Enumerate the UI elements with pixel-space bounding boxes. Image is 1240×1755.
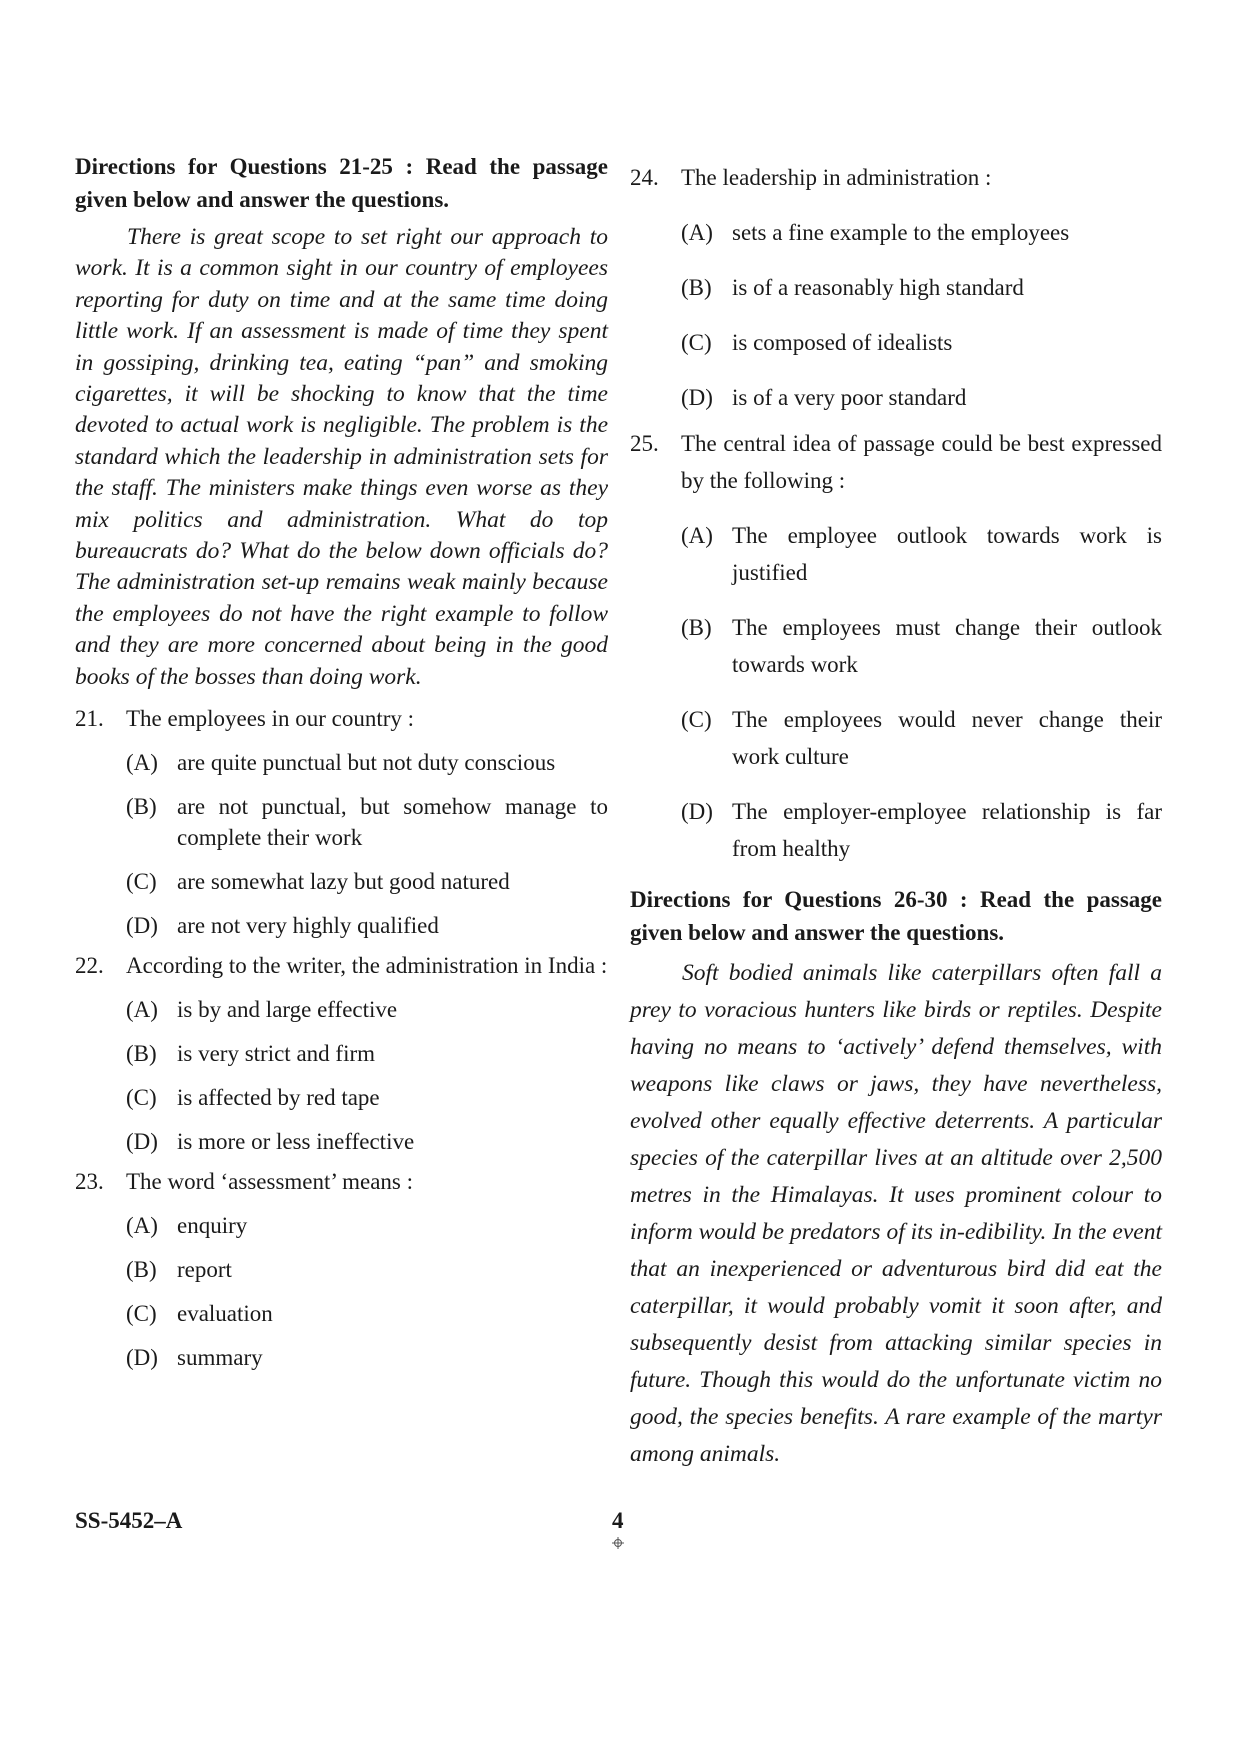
option-text: is composed of idealists xyxy=(732,330,953,355)
option-text: is of a very poor standard xyxy=(732,385,967,410)
option-label: (C) xyxy=(126,1301,157,1327)
answer-option xyxy=(681,701,1162,775)
answer-option xyxy=(681,324,1162,361)
option-label: (B) xyxy=(681,275,712,300)
option-text: is very strict and firm xyxy=(177,1041,376,1067)
answer-option xyxy=(126,910,608,941)
option-text: is of a reasonably high standard xyxy=(732,275,1024,300)
option-label: (B) xyxy=(126,1041,157,1067)
option-text: are quite punctual but not duty conscious xyxy=(177,750,556,776)
option-text: is by and large effective xyxy=(177,997,398,1023)
page-number: 4 xyxy=(612,1508,624,1533)
question-number: 24. xyxy=(630,165,659,190)
option-label: (B) xyxy=(126,794,157,820)
answer-option xyxy=(126,1038,608,1069)
answer-option xyxy=(126,1254,608,1285)
directions-26-30: Directions for Questions 26-30 : Read the passage given below and answer the questions. xyxy=(630,887,1162,945)
answer-option xyxy=(681,269,1162,306)
answer-option xyxy=(126,1298,608,1329)
answer-option xyxy=(681,379,1162,416)
question-23 xyxy=(75,1166,608,1373)
question-24 xyxy=(630,159,1162,416)
option-label: (A) xyxy=(126,997,158,1023)
registration-mark-icon xyxy=(612,1537,624,1549)
answer-option xyxy=(681,517,1162,591)
question-list-left xyxy=(75,703,608,1373)
option-text: are not punctual, but somehow manage to complete their work xyxy=(177,794,608,851)
option-text: are somewhat lazy but good natured xyxy=(177,869,510,895)
option-label: (A) xyxy=(681,523,713,548)
question-text: The central idea of passage could be best expressed by the following : xyxy=(681,431,1162,493)
option-label: (C) xyxy=(681,707,712,732)
question-25 xyxy=(630,425,1162,867)
question-number: 21. xyxy=(75,706,104,732)
answer-option xyxy=(681,793,1162,867)
option-label: (A) xyxy=(681,220,713,245)
right-column xyxy=(630,150,1162,1483)
option-label: (B) xyxy=(126,1257,157,1283)
question-number: 22. xyxy=(75,953,104,979)
directions-21-25: Directions for Questions 21-25 : Read the passage given below and answer the questions. xyxy=(75,154,608,212)
option-text: sets a fine example to the employees xyxy=(732,220,1070,245)
paper-code: SS-5452–A xyxy=(75,1508,183,1533)
option-label: (C) xyxy=(126,869,157,895)
option-label: (D) xyxy=(681,385,713,410)
question-21 xyxy=(75,703,608,941)
question-body xyxy=(681,425,1162,867)
option-text: evaluation xyxy=(177,1301,273,1327)
option-text: The employees must change their outlook towards work xyxy=(732,615,1162,677)
option-label: (D) xyxy=(126,913,158,939)
option-text: summary xyxy=(177,1345,263,1371)
answer-option xyxy=(126,1342,608,1373)
left-column xyxy=(75,150,608,1373)
question-22 xyxy=(75,950,608,1157)
answer-option xyxy=(126,1082,608,1113)
option-text: The employee outlook towards work is justified xyxy=(732,523,1162,585)
option-label: (B) xyxy=(681,615,712,640)
question-text: The employees in our country : xyxy=(126,706,415,732)
option-text: are not very highly qualified xyxy=(177,913,439,939)
option-label: (D) xyxy=(126,1345,158,1371)
option-text: The employer-employee relationship is far from healthy xyxy=(732,799,1162,861)
option-text: enquiry xyxy=(177,1213,248,1239)
question-list-right xyxy=(630,159,1162,867)
question-body xyxy=(126,1166,608,1373)
question-text: The word ‘assessment’ means : xyxy=(126,1169,413,1195)
option-label: (A) xyxy=(126,750,158,776)
answer-option xyxy=(126,747,608,778)
answer-option xyxy=(681,609,1162,683)
question-number: 23. xyxy=(75,1169,104,1195)
option-label: (A) xyxy=(126,1213,158,1239)
passage-21-25: There is great scope to set right our approach to work. It is a common sight in our country of employees reporting for duty on time and at the same time doing little work. If an assessment is made of time they spent in gossiping, drinking tea, eating “pan” and smoking cigarettes, it will be shocking to know that the time devoted to actual work is negligible. The problem is the standard which the leadership in administration sets for the staff. The ministers make things even worse as they mix politics and administration. What do top bureaucrats do? What do the below down officials do? The administration set-up remains weak mainly because the employees do not have the right example to follow and they are more concerned about being in the good books of the bosses than doing work. xyxy=(75,224,608,690)
answer-option xyxy=(126,1126,608,1157)
question-text: The leadership in administration : xyxy=(681,165,992,190)
answer-option xyxy=(681,214,1162,251)
answer-option xyxy=(126,1210,608,1241)
option-label: (D) xyxy=(126,1129,158,1155)
question-body xyxy=(126,703,608,941)
option-label: (C) xyxy=(681,330,712,355)
option-text: report xyxy=(177,1257,232,1283)
option-label: (C) xyxy=(126,1085,157,1111)
option-text: The employees would never change their work culture xyxy=(732,707,1162,769)
question-body xyxy=(126,950,608,1157)
option-text: is more or less ineffective xyxy=(177,1129,415,1155)
passage-26-30: Soft bodied animals like caterpillars often fall a prey to voracious hunters like birds or reptiles. Despite having no means to ‘actively’ defend themselves, with weapons like claws or jaws, they have nevertheless, evolved other equally effective deterrents. A particular species of the caterpillar lives at an altitude over 2,500 metres in the Himalayas. It uses prominent colour to inform would be predators of its in-edibility. In the event that an inexperienced or adventurous bird did eat the caterpillar, it would probably vomit it soon after, and subsequently desist from attacking similar species in future. Though this would do the unfortunate victim no good, the species benefits. A rare example of the martyr among animals. xyxy=(630,960,1162,1467)
answer-option xyxy=(126,791,608,853)
option-label: (D) xyxy=(681,799,713,824)
answer-option xyxy=(126,866,608,897)
question-number: 25. xyxy=(630,431,659,456)
question-text: According to the writer, the administration in India : xyxy=(126,953,608,979)
question-body xyxy=(681,159,1162,416)
answer-option xyxy=(126,994,608,1025)
option-text: is affected by red tape xyxy=(177,1085,380,1111)
